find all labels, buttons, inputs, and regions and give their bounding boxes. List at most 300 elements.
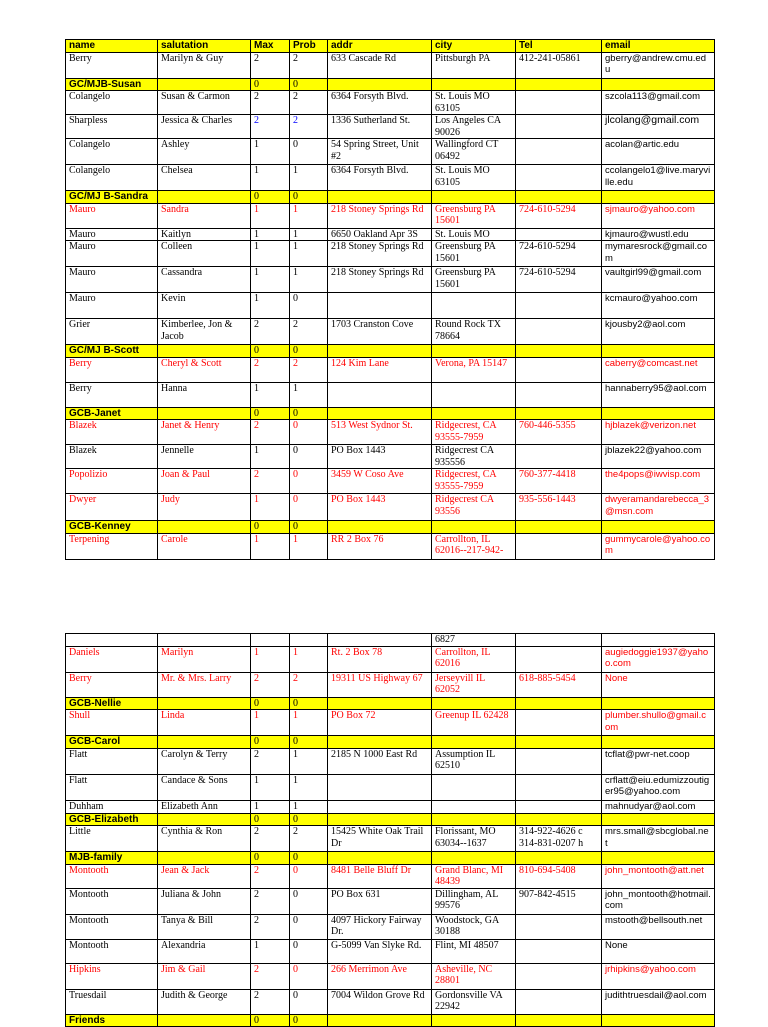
cell-tel — [516, 813, 602, 826]
cell-email: caberry@comcast.net — [602, 357, 715, 382]
cell-max: 0 — [251, 521, 290, 534]
cell-email: jlcolang@gmail.com — [602, 115, 715, 139]
cell-max: 1 — [251, 293, 290, 319]
cell-city — [432, 78, 516, 91]
cell-max: 1 — [251, 165, 290, 191]
group-row — [66, 697, 715, 710]
cell-addr: RR 2 Box 76 — [328, 533, 432, 559]
cell-tel — [516, 774, 602, 800]
cell-addr: 2185 N 1000 East Rd — [328, 748, 432, 774]
cell-city: Los Angeles CA 90026 — [432, 115, 516, 139]
cell-salutation — [158, 407, 251, 420]
cell-city: Woodstock, GA 30188 — [432, 914, 516, 939]
table-row — [66, 267, 715, 293]
header-name: name — [66, 40, 158, 53]
cell-city: Wallingford CT 06492 — [432, 139, 516, 165]
cell-city: Greensburg PA 15601 — [432, 241, 516, 267]
cell-email — [602, 521, 715, 534]
cell-tel: 314-922-4626 c 314-831-0207 h — [516, 826, 602, 852]
cell-addr: 19311 US Highway 67 — [328, 672, 432, 697]
cell-email — [602, 697, 715, 710]
cell-city — [432, 293, 516, 319]
cell-city: St. Louis MO 63105 — [432, 91, 516, 115]
cell-max: 0 — [251, 78, 290, 91]
cell-addr: 218 Stoney Springs Rd — [328, 241, 432, 267]
cell-salutation: Kevin — [158, 293, 251, 319]
cell-prob: 2 — [290, 52, 328, 78]
cell-name: Dwyer — [66, 494, 158, 521]
cell-addr: Rt. 2 Box 78 — [328, 646, 432, 672]
cell-tel — [516, 748, 602, 774]
cell-name: Berry — [66, 672, 158, 697]
table-row — [66, 800, 715, 813]
cell-city: Grand Blanc, MI 48439 — [432, 864, 516, 888]
cell-addr: 1703 Cranston Cove — [328, 319, 432, 345]
cell-name: Mauro — [66, 203, 158, 228]
table-row — [66, 939, 715, 963]
cell-city — [432, 191, 516, 204]
cell-tel: 724-610-5294 — [516, 267, 602, 293]
cell-addr: 8481 Belle Bluff Dr — [328, 864, 432, 888]
cell-prob: 0 — [290, 407, 328, 420]
cell-city: Greenup IL 62428 — [432, 710, 516, 736]
cell-email: gummycarole@yahoo.com — [602, 533, 715, 559]
table-row — [66, 139, 715, 165]
cell-salutation: Sandra — [158, 203, 251, 228]
cell-max: 2 — [251, 672, 290, 697]
cell-email: gberry@andrew.cmu.edu — [602, 52, 715, 78]
cell-name: Colangelo — [66, 139, 158, 165]
group-row — [66, 1014, 715, 1027]
cell-tel — [516, 382, 602, 407]
cell-tel — [516, 357, 602, 382]
cell-email: szcola113@gmail.com — [602, 91, 715, 115]
header-max: Max — [251, 40, 290, 53]
cell-addr — [328, 407, 432, 420]
cell-city: Dillingham, AL 99576 — [432, 888, 516, 914]
cell-salutation: Judy — [158, 494, 251, 521]
cell-city: Carrollton, IL 62016 — [432, 646, 516, 672]
table-row — [66, 115, 715, 139]
cell-addr — [328, 852, 432, 865]
cell-email: jrhipkins@yahoo.com — [602, 963, 715, 989]
cell-salutation: Cassandra — [158, 267, 251, 293]
cell-prob: 0 — [290, 420, 328, 445]
cell-tel — [516, 1014, 602, 1027]
cell-city: Ridgecrest CA 935556 — [432, 445, 516, 469]
table-row — [66, 382, 715, 407]
cell-prob: 1 — [290, 165, 328, 191]
cell-salutation — [158, 345, 251, 358]
cell-email: hannaberry95@aol.com — [602, 382, 715, 407]
cell-max — [251, 634, 290, 647]
cell-tel — [516, 646, 602, 672]
cell-max: 1 — [251, 646, 290, 672]
cell-addr: 513 West Sydnor St. — [328, 420, 432, 445]
header-tel: Tel — [516, 40, 602, 53]
cell-email: tcflat@pwr-net.coop — [602, 748, 715, 774]
cell-prob: 0 — [290, 697, 328, 710]
cell-addr — [328, 774, 432, 800]
cell-tel: 724-610-5294 — [516, 203, 602, 228]
cell-name: Montooth — [66, 864, 158, 888]
cell-email: kjmauro@wustl.edu — [602, 228, 715, 241]
cell-prob: 2 — [290, 826, 328, 852]
cell-max: 0 — [251, 345, 290, 358]
table-row — [66, 494, 715, 521]
cell-name: Sharpless — [66, 115, 158, 139]
cell-addr — [328, 345, 432, 358]
cell-addr: PO Box 1443 — [328, 445, 432, 469]
cell-salutation — [158, 852, 251, 865]
cell-max: 2 — [251, 91, 290, 115]
cell-name: Blazek — [66, 420, 158, 445]
cell-tel — [516, 319, 602, 345]
cell-city: Round Rock TX 78664 — [432, 319, 516, 345]
cell-tel — [516, 445, 602, 469]
cell-prob: 0 — [290, 345, 328, 358]
cell-tel — [516, 914, 602, 939]
cell-salutation: Susan & Carmon — [158, 91, 251, 115]
cell-tel — [516, 963, 602, 989]
cell-city — [432, 697, 516, 710]
cell-name: GCB-Nellie — [66, 697, 158, 710]
table-row — [66, 634, 715, 647]
cell-addr — [328, 1014, 432, 1027]
cell-prob: 1 — [290, 203, 328, 228]
cell-salutation: Carolyn & Terry — [158, 748, 251, 774]
cell-email: plumber.shullo@gmail.com — [602, 710, 715, 736]
cell-tel — [516, 91, 602, 115]
cell-salutation: Kimberlee, Jon & Jacob — [158, 319, 251, 345]
header-city: city — [432, 40, 516, 53]
table-row — [66, 203, 715, 228]
cell-city — [432, 813, 516, 826]
cell-max: 1 — [251, 533, 290, 559]
cell-addr: 15425 White Oak Trail Dr — [328, 826, 432, 852]
cell-addr — [328, 813, 432, 826]
cell-email: vaultgirl99@gmail.com — [602, 267, 715, 293]
table-row — [66, 445, 715, 469]
cell-city: Florissant, MO 63034--1637 — [432, 826, 516, 852]
header-prob: Prob — [290, 40, 328, 53]
group-row — [66, 78, 715, 91]
cell-addr: 266 Merrimon Ave — [328, 963, 432, 989]
cell-salutation: Marilyn & Guy — [158, 52, 251, 78]
cell-addr: PO Box 1443 — [328, 494, 432, 521]
cell-max: 2 — [251, 914, 290, 939]
cell-salutation — [158, 697, 251, 710]
cell-max: 0 — [251, 407, 290, 420]
cell-name: Colangelo — [66, 165, 158, 191]
cell-tel — [516, 736, 602, 749]
cell-prob: 1 — [290, 241, 328, 267]
cell-salutation — [158, 1014, 251, 1027]
cell-email — [602, 1014, 715, 1027]
cell-max: 1 — [251, 710, 290, 736]
cell-tel: 760-377-4418 — [516, 469, 602, 494]
table-row — [66, 241, 715, 267]
cell-prob: 1 — [290, 710, 328, 736]
cell-email: the4pops@iwvisp.com — [602, 469, 715, 494]
cell-addr — [328, 191, 432, 204]
cell-prob: 0 — [290, 914, 328, 939]
cell-email: sjmauro@yahoo.com — [602, 203, 715, 228]
cell-city — [432, 800, 516, 813]
cell-addr — [328, 697, 432, 710]
cell-email: kcmauro@yahoo.com — [602, 293, 715, 319]
cell-salutation — [158, 78, 251, 91]
cell-addr: 1336 Sutherland St. — [328, 115, 432, 139]
table-row — [66, 864, 715, 888]
cell-city: Ridgecrest, CA 93555-7959 — [432, 420, 516, 445]
cell-max: 2 — [251, 469, 290, 494]
table-row — [66, 989, 715, 1014]
cell-prob: 0 — [290, 963, 328, 989]
cell-tel — [516, 533, 602, 559]
cell-prob: 1 — [290, 533, 328, 559]
cell-email: jblazek22@yahoo.com — [602, 445, 715, 469]
table-row — [66, 826, 715, 852]
cell-addr: 4097 Hickory Fairway Dr. — [328, 914, 432, 939]
cell-salutation: Cynthia & Ron — [158, 826, 251, 852]
cell-tel — [516, 852, 602, 865]
cell-prob: 0 — [290, 293, 328, 319]
cell-max: 1 — [251, 494, 290, 521]
cell-tel — [516, 800, 602, 813]
cell-max: 1 — [251, 939, 290, 963]
cell-email: judithtruesdail@aol.com — [602, 989, 715, 1014]
cell-name: Terpening — [66, 533, 158, 559]
cell-addr: 124 Kim Lane — [328, 357, 432, 382]
cell-addr: 633 Cascade Rd — [328, 52, 432, 78]
group-row — [66, 813, 715, 826]
cell-name: Shull — [66, 710, 158, 736]
group-row — [66, 345, 715, 358]
cell-salutation: Jessica & Charles — [158, 115, 251, 139]
cell-prob — [290, 634, 328, 647]
cell-email — [602, 78, 715, 91]
cell-max: 0 — [251, 1014, 290, 1027]
cell-city — [432, 774, 516, 800]
cell-addr: G-5099 Van Slyke Rd. — [328, 939, 432, 963]
group-row — [66, 407, 715, 420]
cell-city: St. Louis MO 63105 — [432, 165, 516, 191]
cell-tel: 810-694-5408 — [516, 864, 602, 888]
cell-salutation: Juliana & John — [158, 888, 251, 914]
group-row — [66, 191, 715, 204]
cell-name: Flatt — [66, 748, 158, 774]
cell-prob: 0 — [290, 888, 328, 914]
cell-prob: 2 — [290, 115, 328, 139]
cell-max: 0 — [251, 852, 290, 865]
cell-city: 6827 — [432, 634, 516, 647]
table-row — [66, 914, 715, 939]
cell-name: GCB-Janet — [66, 407, 158, 420]
cell-tel — [516, 345, 602, 358]
cell-prob: 0 — [290, 445, 328, 469]
cell-city: Ridgecrest CA 93556 — [432, 494, 516, 521]
cell-name — [66, 634, 158, 647]
cell-addr: 6364 Forsyth Blvd. — [328, 165, 432, 191]
cell-max: 2 — [251, 52, 290, 78]
cell-tel: 724-610-5294 — [516, 241, 602, 267]
cell-salutation: Tanya & Bill — [158, 914, 251, 939]
cell-email: dwyeramandarebecca_3@msn.com — [602, 494, 715, 521]
cell-city: Carrollton, IL 62016--217-942- — [432, 533, 516, 559]
cell-addr: PO Box 631 — [328, 888, 432, 914]
table-row — [66, 319, 715, 345]
cell-salutation: Colleen — [158, 241, 251, 267]
cell-prob: 1 — [290, 228, 328, 241]
cell-city: Gordonsville VA 22942 — [432, 989, 516, 1014]
cell-max: 2 — [251, 963, 290, 989]
contact-table-top — [65, 39, 715, 560]
table-row — [66, 469, 715, 494]
cell-addr: 6650 Oakland Apr 3S — [328, 228, 432, 241]
cell-max: 1 — [251, 800, 290, 813]
cell-tel — [516, 521, 602, 534]
cell-salutation — [158, 521, 251, 534]
cell-city: Asheville, NC 28801 — [432, 963, 516, 989]
cell-name: Berry — [66, 357, 158, 382]
cell-prob: 0 — [290, 989, 328, 1014]
cell-name: Popolizio — [66, 469, 158, 494]
cell-max: 1 — [251, 203, 290, 228]
cell-name: Blazek — [66, 445, 158, 469]
cell-prob: 2 — [290, 319, 328, 345]
cell-email: john_montooth@att.net — [602, 864, 715, 888]
table-row — [66, 888, 715, 914]
cell-addr — [328, 634, 432, 647]
cell-email — [602, 852, 715, 865]
cell-salutation: Hanna — [158, 382, 251, 407]
header-email: email — [602, 40, 715, 53]
cell-name: Berry — [66, 382, 158, 407]
cell-tel — [516, 634, 602, 647]
cell-max: 2 — [251, 115, 290, 139]
cell-name: Little — [66, 826, 158, 852]
cell-prob: 0 — [290, 78, 328, 91]
cell-prob: 1 — [290, 800, 328, 813]
cell-salutation — [158, 736, 251, 749]
cell-max: 2 — [251, 420, 290, 445]
cell-tel — [516, 191, 602, 204]
cell-tel: 935-556-1443 — [516, 494, 602, 521]
cell-prob: 0 — [290, 494, 328, 521]
cell-salutation: Alexandria — [158, 939, 251, 963]
cell-prob: 1 — [290, 646, 328, 672]
cell-salutation — [158, 813, 251, 826]
cell-prob: 0 — [290, 469, 328, 494]
contact-table-bottom — [65, 633, 715, 1027]
cell-prob: 2 — [290, 357, 328, 382]
cell-name: Daniels — [66, 646, 158, 672]
cell-prob: 0 — [290, 864, 328, 888]
cell-max: 2 — [251, 748, 290, 774]
cell-addr — [328, 800, 432, 813]
cell-salutation: Linda — [158, 710, 251, 736]
cell-addr: 7004 Wildon Grove Rd — [328, 989, 432, 1014]
cell-prob: 0 — [290, 939, 328, 963]
cell-tel — [516, 228, 602, 241]
cell-name: GCB-Kenney — [66, 521, 158, 534]
cell-tel — [516, 939, 602, 963]
cell-prob: 0 — [290, 1014, 328, 1027]
table-row — [66, 963, 715, 989]
cell-salutation: Jim & Gail — [158, 963, 251, 989]
table-row — [66, 646, 715, 672]
table-row — [66, 420, 715, 445]
cell-salutation: Judith & George — [158, 989, 251, 1014]
cell-salutation: Candace & Sons — [158, 774, 251, 800]
cell-email — [602, 407, 715, 420]
header-row — [66, 40, 715, 53]
cell-email: augiedoggie1937@yahoo.com — [602, 646, 715, 672]
cell-email: crflatt@eiu.edumizzoutiger95@yahoo.com — [602, 774, 715, 800]
cell-tel: 618-885-5454 — [516, 672, 602, 697]
cell-tel — [516, 710, 602, 736]
cell-email: mrs.small@sbcglobal.net — [602, 826, 715, 852]
table-row — [66, 357, 715, 382]
cell-max: 1 — [251, 445, 290, 469]
cell-name: Friends — [66, 1014, 158, 1027]
group-row — [66, 521, 715, 534]
cell-addr — [328, 382, 432, 407]
cell-tel — [516, 139, 602, 165]
cell-addr: 6364 Forsyth Blvd. — [328, 91, 432, 115]
cell-prob: 1 — [290, 267, 328, 293]
cell-name: Duhham — [66, 800, 158, 813]
cell-addr: 218 Stoney Springs Rd — [328, 203, 432, 228]
cell-addr — [328, 736, 432, 749]
cell-tel: 907-842-4515 — [516, 888, 602, 914]
cell-prob: 0 — [290, 521, 328, 534]
cell-email — [602, 736, 715, 749]
cell-salutation: Kaitlyn — [158, 228, 251, 241]
cell-city — [432, 1014, 516, 1027]
cell-prob: 1 — [290, 382, 328, 407]
cell-salutation — [158, 634, 251, 647]
cell-addr: 218 Stoney Springs Rd — [328, 267, 432, 293]
cell-salutation: Cheryl & Scott — [158, 357, 251, 382]
cell-max: 1 — [251, 267, 290, 293]
table-row — [66, 293, 715, 319]
cell-max: 0 — [251, 191, 290, 204]
cell-name: Flatt — [66, 774, 158, 800]
header-addr: addr — [328, 40, 432, 53]
cell-max: 1 — [251, 241, 290, 267]
cell-email: ccolangelo1@live.maryville.edu — [602, 165, 715, 191]
cell-salutation: Joan & Paul — [158, 469, 251, 494]
cell-addr: 54 Spring Street, Unit #2 — [328, 139, 432, 165]
table-row — [66, 672, 715, 697]
table-row — [66, 710, 715, 736]
cell-email: None — [602, 672, 715, 697]
cell-name: GC/MJ B-Scott — [66, 345, 158, 358]
cell-salutation: Janet & Henry — [158, 420, 251, 445]
group-row — [66, 736, 715, 749]
cell-name: GCB-Elizabeth — [66, 813, 158, 826]
cell-email — [602, 345, 715, 358]
table-row — [66, 91, 715, 115]
cell-email: kjousby2@aol.com — [602, 319, 715, 345]
cell-city: St. Louis MO — [432, 228, 516, 241]
table-row — [66, 52, 715, 78]
cell-city: Ridgecrest, CA 93555-7959 — [432, 469, 516, 494]
cell-city: Jerseyvill IL 62052 — [432, 672, 516, 697]
cell-tel — [516, 165, 602, 191]
